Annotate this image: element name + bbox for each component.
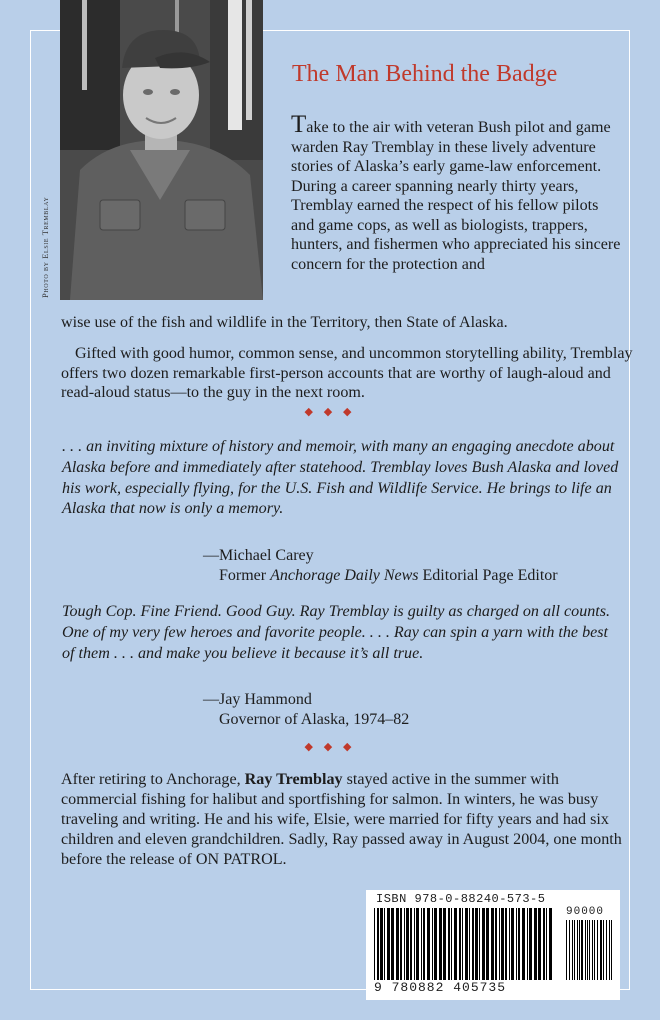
barcode-bar [451, 908, 452, 980]
barcode-bar [600, 920, 602, 980]
barcode-bar [459, 908, 461, 980]
barcode-bar [527, 908, 528, 980]
barcode-bar [377, 908, 379, 980]
role-suffix: Editorial Page Editor [418, 567, 558, 584]
barcode-bar [495, 908, 497, 980]
barcode-bar [482, 908, 485, 980]
barcode-bar [384, 908, 385, 980]
barcode-bar [509, 908, 510, 980]
barcode-bar [469, 908, 470, 980]
barcode-bar [387, 908, 390, 980]
quote-role-carey [203, 566, 558, 586]
drop-cap: T [291, 111, 307, 138]
intro-text: ake to the air with veteran Bush pilot and game warden Ray Tremblay in these lively adventure stories of Alaska’s early game-law enforcement. During a career spanning nearly thirty years, Tremblay earned the respect of his fellow pilots and game cops, as well as biologists, trappers, hunters, and fishermen who appreciated his sincere concern for the protection and [291, 119, 621, 273]
intro-paragraph [291, 111, 621, 274]
isbn-barcode [366, 890, 620, 1000]
barcode-bar [479, 908, 480, 980]
author-photo [60, 0, 263, 300]
barcode-bar [443, 908, 446, 980]
barcode-bar [427, 908, 430, 980]
barcode-bar [589, 920, 590, 980]
barcode-bar [486, 908, 489, 980]
review-quote-carey: . . . an inviting mixture of history and memoir, with many an engaging anecdote about Alaska before and immediately after statehood. Tremblay loves Bush Alaska and loved his work, especially flying, for the U.S. Fish and Wildlife Service. He brings to life an Alaska that now is only a memory. [62, 438, 619, 518]
barcode-bar [569, 920, 570, 980]
quote-role-hammond: Governor of Alaska, 1974–82 [219, 711, 410, 728]
review-quote-hammond: Tough Cop. Fine Friend. Good Guy. Ray Tremblay is guilty as charged on all counts. One of my very few heroes and favorite people. . . . Ray can spin a yarn with the best of them . . . and make you believe it because it’s all true. [62, 603, 611, 662]
quote-author-carey: —Michael Carey [203, 547, 314, 564]
barcode-bar [414, 908, 415, 980]
barcode-bar [577, 920, 578, 980]
barcode-bar [585, 920, 586, 980]
barcode-bar [538, 908, 541, 980]
barcode-bar [501, 908, 504, 980]
barcode-bar [380, 908, 383, 980]
second-paragraph: Gifted with good humor, common sense, and uncommon storytelling ability, Tremblay offers two dozen remarkable first-person accounts that are worthy of laugh-aloud and read-aloud status—to the guy in the next room. [61, 345, 633, 401]
barcode-bar [374, 908, 375, 980]
barcode-bar [404, 908, 405, 980]
author-photo-image [60, 0, 263, 300]
role-prefix: Former [219, 567, 271, 584]
barcode-bar [421, 908, 422, 980]
barcode-bar [543, 908, 545, 980]
barcode-bar [454, 908, 457, 980]
barcode-bar [410, 908, 412, 980]
barcode-bar [534, 908, 537, 980]
barcode-bar [406, 908, 409, 980]
barcode-bar [516, 908, 517, 980]
barcode-bar [448, 908, 450, 980]
barcode-bar [396, 908, 399, 980]
barcode-bar [581, 920, 583, 980]
barcode-bar [462, 908, 463, 980]
headline: The Man Behind the Badge [292, 61, 558, 87]
barcode-bar [522, 908, 525, 980]
newspaper-title: Anchorage Daily News [270, 567, 419, 584]
barcode-bar [572, 920, 573, 980]
barcode-bar [594, 920, 595, 980]
bio-lead: After retiring to Anchorage, [61, 771, 245, 788]
intro-continuation: wise use of the fish and wildlife in the Territory, then State of Alaska. [61, 314, 508, 331]
barcode-bar [416, 908, 419, 980]
barcode-bar [465, 908, 468, 980]
bio-author-name: Ray Tremblay [244, 771, 343, 788]
barcode-bar [472, 908, 474, 980]
ean-bars [374, 908, 554, 980]
barcode-bar [566, 920, 567, 980]
barcode-bar [603, 920, 604, 980]
barcode-bar [529, 908, 532, 980]
barcode-bar [491, 908, 494, 980]
photo-credit: Photo by Elsie Tremblay [40, 196, 50, 298]
barcode-bar [499, 908, 500, 980]
barcode-bar [574, 920, 575, 980]
quote-attribution-carey [203, 546, 558, 586]
barcode-bar [511, 908, 514, 980]
barcode-bar [587, 920, 588, 980]
quote-author-hammond: —Jay Hammond [203, 691, 312, 708]
barcode-bar [432, 908, 433, 980]
barcode-bar [549, 908, 552, 980]
barcode-bar [579, 920, 580, 980]
barcode-bar [434, 908, 437, 980]
isbn-number: ISBN 978-0-88240-573-5 [376, 892, 546, 906]
barcode-bar [546, 908, 547, 980]
ean-digits: 9 780882 405735 [374, 980, 507, 995]
barcode-bar [592, 920, 593, 980]
quote-attribution-hammond [203, 690, 409, 730]
separator-ornament-1: ◆ ◆ ◆ [304, 406, 356, 418]
barcode-bar [423, 908, 425, 980]
barcode-bar [606, 920, 607, 980]
barcode-bar [611, 920, 612, 980]
separator-ornament-2: ◆ ◆ ◆ [304, 741, 356, 753]
barcode-bar [597, 920, 598, 980]
barcode-bar [400, 908, 402, 980]
price-code: 90000 [566, 906, 605, 918]
barcode-bar [475, 908, 478, 980]
author-bio [61, 770, 631, 870]
barcode-bar [391, 908, 394, 980]
price-bars [566, 920, 614, 980]
barcode-bar [518, 908, 520, 980]
bio-rest: stayed active in the summer with commercial fishing for halibut and sportfishing for salmon. In winters, he was busy traveling and writing. He and his wife, Elsie, were married for fifty years and had six children and eleven grandchildren. Sadly, Ray passed away in August 2004, one month before the release of ON PATROL. [61, 771, 622, 868]
barcode-bar [609, 920, 610, 980]
barcode-bar [439, 908, 442, 980]
barcode-bar [505, 908, 507, 980]
